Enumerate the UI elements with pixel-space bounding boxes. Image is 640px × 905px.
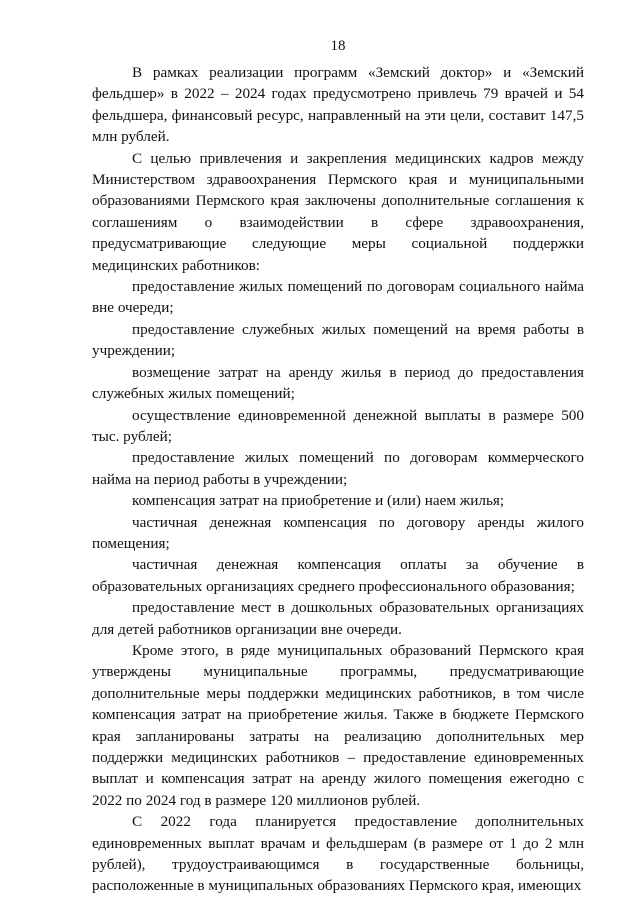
list-item-preschool-places: предоставление мест в дошкольных образовательных организациях для детей работников организации вне очереди.: [92, 599, 584, 638]
paragraph-2022-payments: С 2022 года планируется предоставление дополнительных единовременных выплат врачам и фельдшерам (в размере от 1 до 2 млн рублей), трудоустраивающимся в государственные больницы, расположенные в муниципальных образованиях Пермского края, имеющих: [92, 813, 584, 895]
list-item-service-housing: предоставление служебных жилых помещений на время работы в учреждении;: [92, 320, 584, 360]
paragraph-agreements: С целью привлечения и закрепления медицинских кадров между Министерством здравоохранения Пермского края и муниципальными образованиями Пермского края заключены дополнительные соглашения к соглашениям о взаимодействии в сфере здравоохранения, предусматривающие следующие меры социальной поддержки медицинских работников:: [92, 149, 584, 274]
page-number: 18: [330, 38, 346, 54]
list-item-housing-compensation: компенсация затрат на приобретение и (или) наем жилья;: [132, 492, 505, 510]
paragraph-municipal-programs: Кроме этого, в ряде муниципальных образований Пермского края утверждены муниципальные программы, предусматривающие дополнительные меры поддержки медицинских работников, в том числе компенсация затрат на приобретение жилья. Также в бюджете Пермского края запланированы затраты на реализацию дополнительных мер поддержки медицинских работников – предоставление единовременных выплат и компенсация затрат на аренду жилого помещения ежегодно с 2022 по 2024 год в размере 120 миллионов рублей.: [92, 641, 584, 809]
list-item-education-compensation: частичная денежная компенсация оплаты за обучение в образовательных организациях среднего профессионального образования;: [92, 556, 584, 595]
list-item-rent-reimbursement: возмещение затрат на аренду жилья в период до предоставления служебных жилых помещений;: [92, 363, 584, 403]
list-item-commercial-rent: предоставление жилых помещений по договорам коммерческого найма на период работы в учреждении;: [92, 449, 584, 488]
list-item-partial-rent-compensation: частичная денежная компенсация по договору аренды жилого помещения;: [92, 513, 584, 552]
list-item-lump-sum-payment: осуществление единовременной денежной выплаты в размере 500 тыс. рублей;: [92, 406, 584, 445]
paragraph-zemsky-programs: В рамках реализации программ «Земский доктор» и «Земский фельдшер» в 2022 – 2024 годах предусмотрено привлечь 79 врачей и 54 фельдшера, финансовый ресурс, направленный на эти цели, составит 147,5 млн рублей.: [92, 64, 584, 146]
list-item-social-housing: предоставление жилых помещений по договорам социального найма вне очереди;: [92, 278, 584, 317]
